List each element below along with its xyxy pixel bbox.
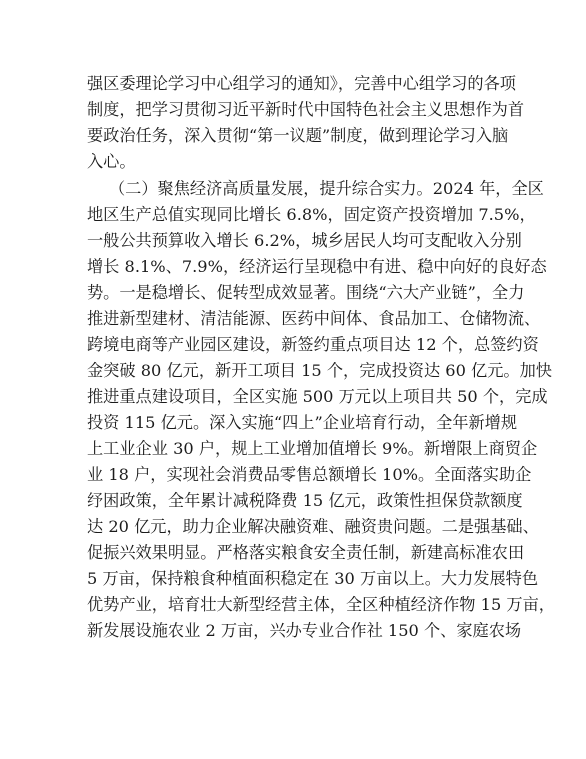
text-line: 一般公共预算收入增长 6.2%，城乡居民人均可支配收入分别 (87, 231, 522, 250)
text-line: 优势产业，培育壮大新型经营主体，全区种植经济作物 15 万亩， (87, 595, 555, 614)
text-line: 跨境电商等产业园区建设，新签约重点项目达 12 个，总签约资 (87, 335, 539, 354)
text-line: 金突破 80 亿元，新开工项目 15 个，完成投资达 60 亿元。加快 (87, 361, 552, 380)
text-line: 投资 115 亿元。深入实施“四上”企业培育行动，全年新增规 (87, 413, 518, 432)
text-line: 推进新型建材、清洁能源、医药中间体、食品加工、仓储物流、 (87, 309, 541, 328)
text-line: 推进重点建设项目，全区实施 500 万元以上项目共 50 个，完成 (87, 387, 548, 406)
text-line: 入心。 (87, 152, 136, 171)
paragraph-economic-development (87, 176, 555, 644)
text-line: 业 18 户，实现社会消费品零售总额增长 10%。全面落实助企 (87, 465, 532, 484)
text-line: 强区委理论学习中心组学习的通知》，完善中心组学习的各项 (87, 74, 516, 93)
text-line: 要政治任务，深入贯彻“第一议题”制度，做到理论学习入脑 (87, 126, 509, 145)
text-line: 新发展设施农业 2 万亩，兴办专业合作社 150 个、家庭农场 (87, 621, 522, 640)
text-line: 制度，把学习贯彻习近平新时代中国特色社会主义思想作为首 (87, 100, 525, 119)
section-heading-line: （二）聚焦经济高质量发展，提升综合实力。2024 年，全区 (109, 179, 544, 198)
text-line: 达 20 亿元，助力企业解决融资难、融资贵问题。二是强基础、 (87, 517, 539, 536)
text-line: 上工业企业 30 户，规上工业增加值增长 9%。新增限上商贸企 (87, 439, 538, 458)
text-line: 势。一是稳增长、促转型成效显著。围绕“六大产业链”，全力 (87, 283, 525, 302)
text-line: 地区生产总值实现同比增长 6.8%，固定资产投资增加 7.5%， (87, 205, 536, 224)
text-line: 纾困政策，全年累计减税降费 15 亿元，政策性担保贷款额度 (87, 491, 523, 510)
paragraph-party-study (87, 71, 525, 175)
text-line: 增长 8.1%、7.9%，经济运行呈现稳中有进、稳中向好的良好态 (87, 257, 547, 276)
text-line: 5 万亩，保持粮食种植面积稳定在 30 万亩以上。大力发展特色 (87, 569, 539, 588)
text-line: 促振兴效果明显。严格落实粮食安全责任制，新建高标准农田 (87, 543, 525, 562)
